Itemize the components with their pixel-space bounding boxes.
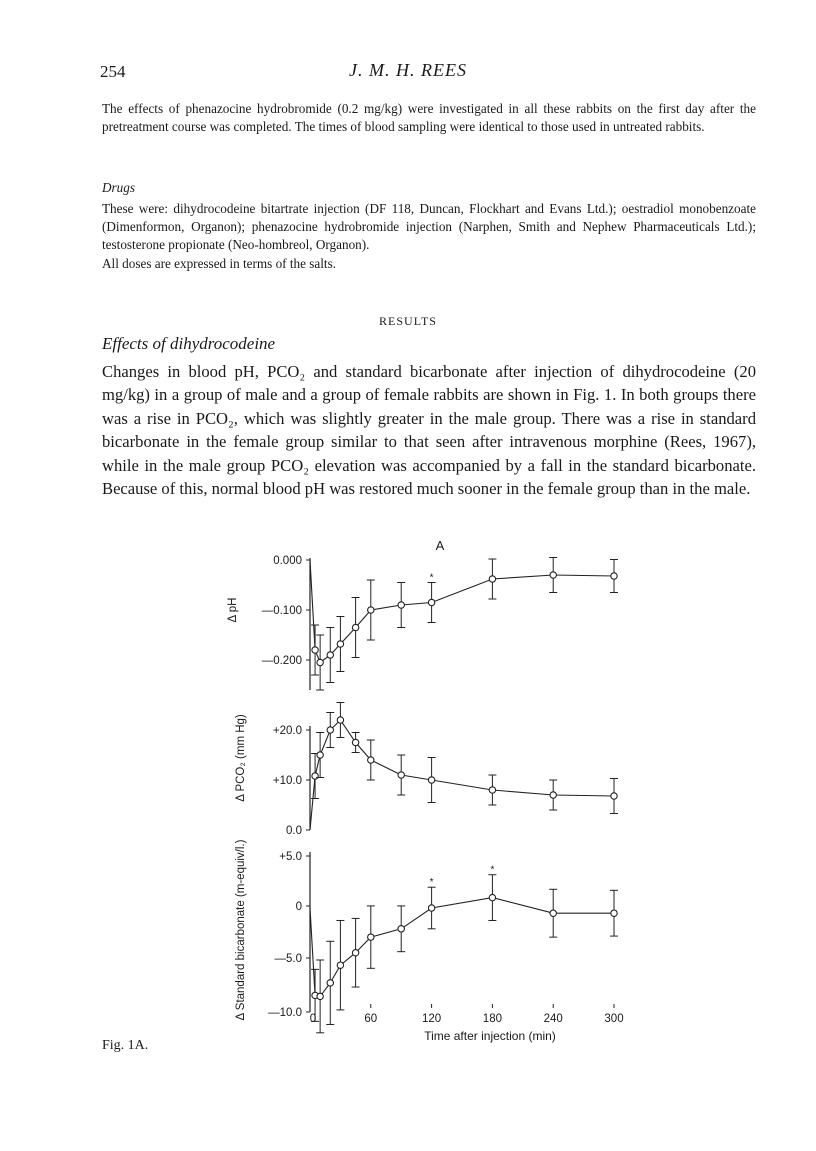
- ph-data-point: [489, 576, 495, 582]
- intro-paragraph: The effects of phenazocine hydrobromide (0.2 mg/kg) were investigated in all these rabbits on the first day after the pretreatment course was completed. The times of blood sampling were identical to those used in untreated rabbits.: [102, 101, 756, 134]
- x-tick-label: 300: [604, 1013, 624, 1025]
- bicarbonate-data-point: [368, 934, 374, 940]
- drugs-paragraph: These were: dihydrocodeine bitartrate injection (DF 118, Duncan, Flockhart and Evans Ltd.); oestradiol monobenzoate (Dimenformon, Organon); phenazocine hydrobromide injection (Narphen, Smith and Nephew Pharmaceuticals Ltd.); testosterone propionate (Neo-hombreol, Organon).: [102, 201, 756, 252]
- pco2-data-point: [550, 792, 556, 798]
- bicarbonate-y-tick-label: —10.0: [268, 1007, 302, 1019]
- results-heading: RESULTS: [379, 314, 437, 328]
- results-paragraph: Changes in blood pH, PCO₂ and standard bicarbonate after injection of dihydrocodeine (20 mg/kg) in a group of male and a group of female rabbits are shown in Fig. 1. In both groups there was a rise in PCO₂, which was slightly greater in the male group. There was a rise in standard bicarbonate in the female group similar to that seen after intravenous morphine (Rees, 1967), while in the male group PCO₂ elevation was accompanied by a fall in the standard bicarbonate. Because of this, normal blood pH was restored much sooner in the female group than in the male.: [102, 362, 756, 499]
- x-tick-label: 120: [422, 1013, 442, 1025]
- subheading: Effects of dihydrocodeine: [102, 334, 276, 353]
- page-number: 254: [100, 62, 126, 81]
- bicarbonate-y-label: Δ Standard bicarbonate (m-equiv/l.): [235, 839, 247, 1021]
- bicarbonate-data-point: [489, 894, 495, 900]
- bicarbonate-data-point: [398, 926, 404, 932]
- bicarbonate-significance-marker: *: [490, 864, 495, 876]
- x-tick-label: 0: [309, 1013, 317, 1025]
- bicarbonate-data-point: [611, 910, 617, 916]
- bicarbonate-y-tick-label: +5.0: [279, 851, 302, 863]
- bicarbonate-significance-marker: *: [429, 877, 434, 889]
- pco2-y-tick-label: +20.0: [272, 725, 302, 737]
- ph-significance-marker: *: [429, 572, 434, 584]
- ph-data-point: [550, 572, 556, 578]
- figure-caption: Fig. 1A.: [102, 1038, 149, 1053]
- pco2-data-point: [398, 772, 404, 778]
- pco2-data-point: [428, 777, 434, 783]
- ph-data-point: [611, 573, 617, 579]
- bicarbonate-data-point: [327, 980, 333, 986]
- bicarbonate-data-point: [550, 910, 556, 916]
- bicarbonate-data-point: [337, 962, 343, 968]
- pco2-y-tick-label: 0.0: [286, 825, 302, 837]
- ph-data-point: [312, 647, 318, 653]
- bicarbonate-y-tick-label: 0: [295, 901, 302, 913]
- pco2-y-tick-label: +10.0: [272, 775, 302, 787]
- bicarbonate-y-tick-label: —5.0: [274, 953, 302, 965]
- pco2-data-point: [317, 752, 323, 758]
- chart-title: A: [435, 538, 445, 553]
- ph-y-tick-label: —0.100: [261, 605, 302, 617]
- ph-data-point: [337, 641, 343, 647]
- pco2-data-point: [368, 757, 374, 763]
- x-tick-label: 180: [482, 1013, 502, 1025]
- pco2-data-point: [312, 773, 318, 779]
- drugs-heading: Drugs: [102, 180, 135, 195]
- ph-data-point: [368, 607, 374, 613]
- ph-data-point: [352, 624, 358, 630]
- ph-data-point: [327, 652, 333, 658]
- doses-paragraph: All doses are expressed in terms of the salts.: [102, 256, 337, 271]
- pco2-data-point: [327, 727, 333, 733]
- ph-data-point: [428, 599, 434, 605]
- ph-y-tick-label: —0.200: [261, 655, 302, 667]
- x-axis-label: Time after injection (min): [424, 1029, 556, 1043]
- pco2-data-point: [611, 793, 617, 799]
- ph-y-label: Δ pH: [227, 597, 239, 623]
- ph-y-tick-label: 0.000: [273, 555, 302, 567]
- bicarbonate-data-point: [317, 993, 323, 999]
- pco2-data-point: [352, 739, 358, 745]
- ph-data-point: [317, 659, 323, 665]
- bicarbonate-data-point: [428, 905, 434, 911]
- pco2-y-label: Δ PCO₂ (mm Hg): [235, 714, 247, 802]
- x-tick-label: 60: [364, 1013, 378, 1025]
- x-tick-label: 240: [543, 1013, 563, 1025]
- pco2-data-point: [489, 787, 495, 793]
- bicarbonate-data-point: [352, 950, 358, 956]
- ph-data-point: [398, 602, 404, 608]
- running-head: J. M. H. REES: [349, 60, 467, 80]
- pco2-data-point: [337, 717, 343, 723]
